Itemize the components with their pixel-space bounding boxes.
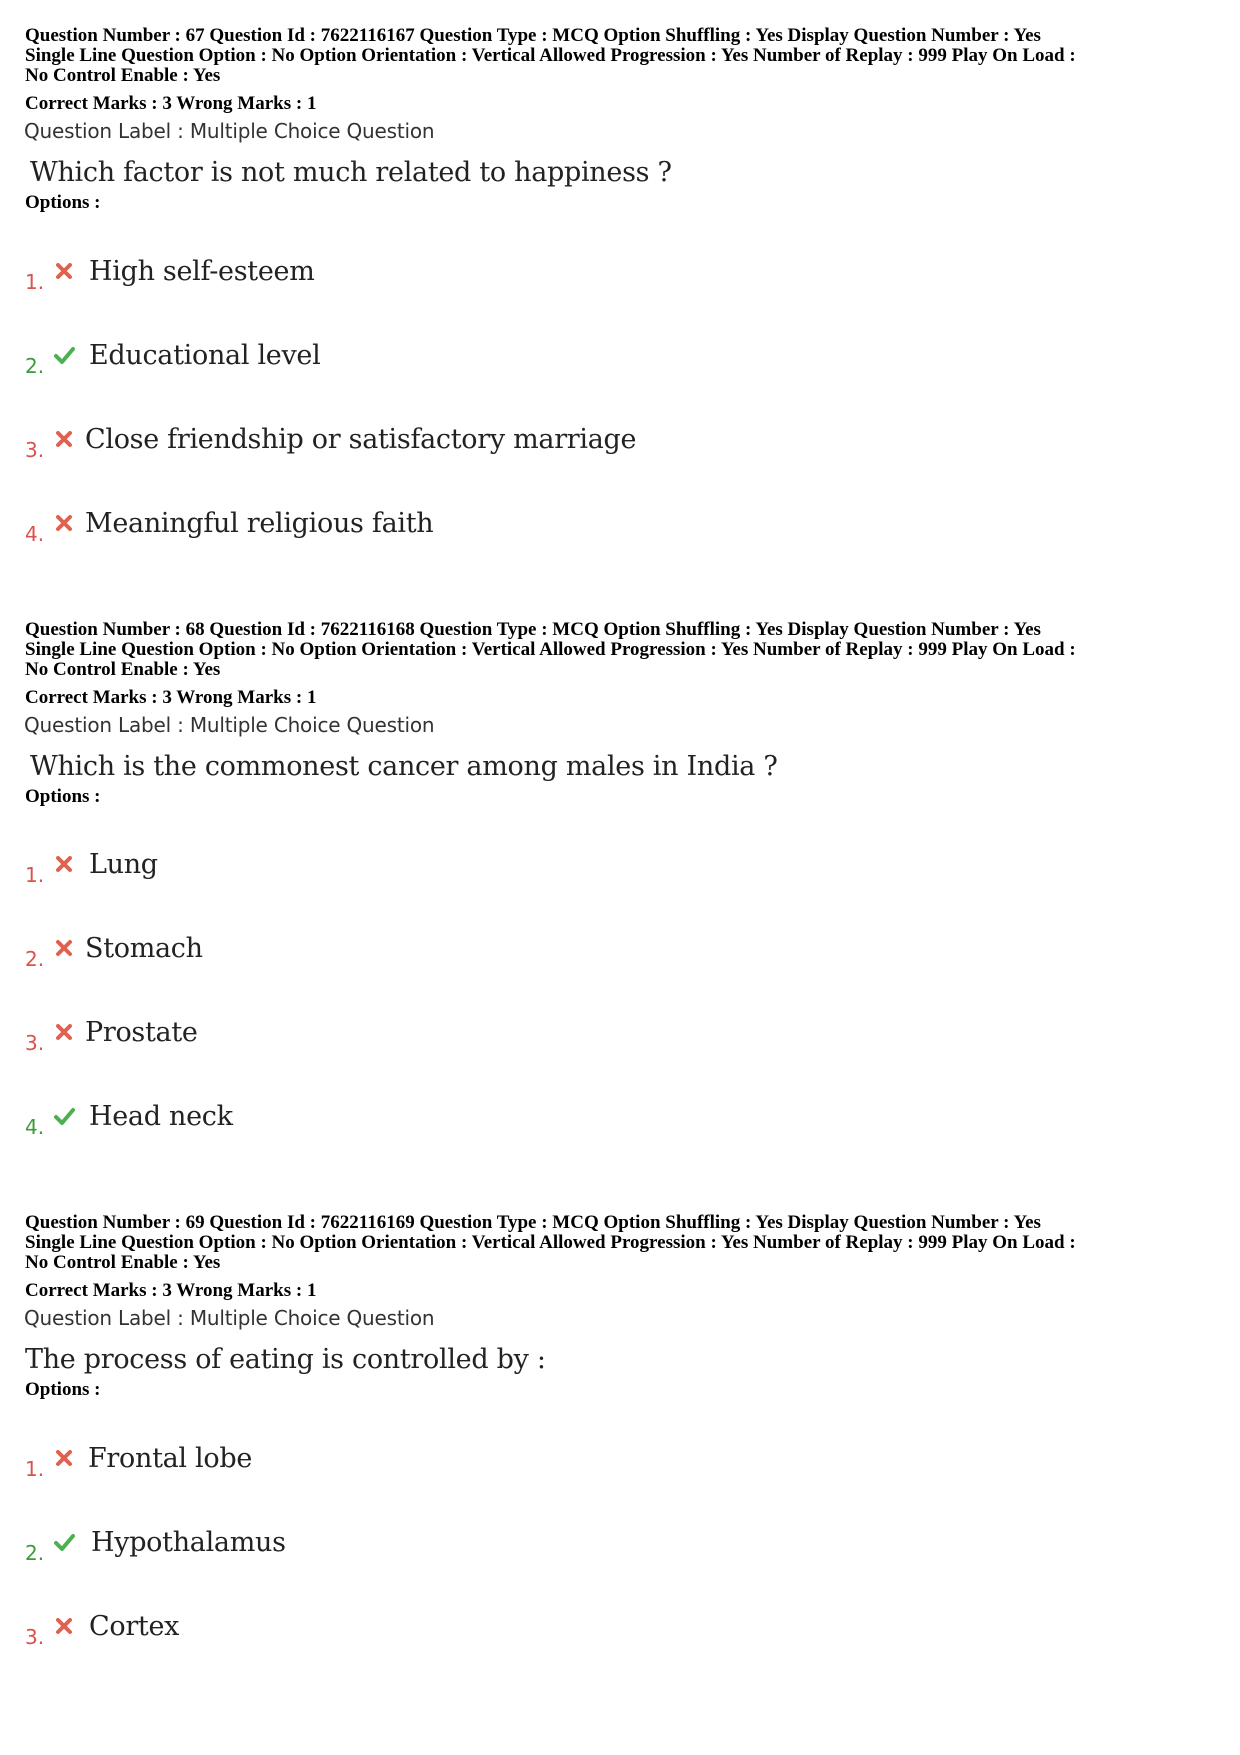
option-number: 4.: [25, 522, 45, 546]
options-heading: Options :: [25, 192, 101, 213]
option-item: [25, 1613, 1025, 1653]
option-text: Head neck: [89, 1101, 233, 1132]
options-heading: Options :: [25, 1379, 101, 1400]
question-meta: [25, 26, 1215, 86]
cross-icon: [53, 853, 75, 875]
meta-line: Single Line Question Option : No Option Orientation : Vertical Allowed Progression : Yes Number of Replay : 999 Play On Load :: [25, 639, 1076, 660]
cross-icon: [53, 937, 75, 959]
checkmark-icon: [53, 1531, 75, 1553]
meta-line: Question Number : 68 Question Id : 7622116168 Question Type : MCQ Option Shuffling : Yes Display Question Number : Yes: [25, 619, 1041, 640]
option-text: Educational level: [89, 340, 321, 371]
option-item: [25, 258, 1025, 298]
option-item: [25, 851, 1025, 891]
question-text: Which is the commonest cancer among males in India ?: [30, 751, 778, 782]
question-block: [25, 1213, 1220, 1400]
checkmark-icon: [53, 344, 75, 366]
marks-line: Correct Marks : 3 Wrong Marks : 1: [25, 93, 317, 114]
meta-line: No Control Enable : Yes: [25, 659, 221, 680]
option-number: 1.: [25, 1457, 45, 1481]
option-number: 4.: [25, 1115, 45, 1139]
meta-line: Single Line Question Option : No Option Orientation : Vertical Allowed Progression : Yes Number of Replay : 999 Play On Load :: [25, 45, 1076, 66]
option-text: Frontal lobe: [88, 1443, 253, 1474]
question-text: The process of eating is controlled by :: [25, 1344, 546, 1375]
option-number: 2.: [25, 1541, 45, 1565]
meta-line: No Control Enable : Yes: [25, 1252, 221, 1273]
question-meta: [25, 1213, 1215, 1273]
question-block: [25, 620, 1220, 807]
option-number: 3.: [25, 438, 45, 462]
question-meta: [25, 620, 1215, 680]
question-block: [25, 26, 1220, 213]
option-item: [25, 1529, 1025, 1569]
option-number: 1.: [25, 863, 45, 887]
meta-line: Single Line Question Option : No Option Orientation : Vertical Allowed Progression : Yes Number of Replay : 999 Play On Load :: [25, 1232, 1076, 1253]
option-text: Cortex: [89, 1611, 180, 1642]
cross-icon: [53, 1021, 75, 1043]
question-label: Question Label : Multiple Choice Question: [24, 119, 435, 143]
marks-line: Correct Marks : 3 Wrong Marks : 1: [25, 687, 317, 708]
option-item: [25, 935, 1025, 975]
option-number: 1.: [25, 270, 45, 294]
cross-icon: [53, 1615, 75, 1637]
meta-line: Question Number : 69 Question Id : 7622116169 Question Type : MCQ Option Shuffling : Yes Display Question Number : Yes: [25, 1212, 1041, 1233]
option-item: [25, 1445, 1025, 1485]
option-item: [25, 1019, 1025, 1059]
cross-icon: [53, 1447, 75, 1469]
option-text: Hypothalamus: [91, 1527, 286, 1558]
cross-icon: [53, 512, 75, 534]
option-number: 3.: [25, 1625, 45, 1649]
option-text: Stomach: [85, 933, 203, 964]
question-text: Which factor is not much related to happiness ?: [30, 157, 672, 188]
question-label: Question Label : Multiple Choice Question: [24, 713, 435, 737]
option-text: Prostate: [85, 1017, 198, 1048]
cross-icon: [53, 428, 75, 450]
cross-icon: [53, 260, 75, 282]
option-number: 2.: [25, 354, 45, 378]
option-text: High self-esteem: [89, 256, 315, 287]
option-item: [25, 510, 1025, 550]
question-label: Question Label : Multiple Choice Question: [24, 1306, 435, 1330]
marks-line: Correct Marks : 3 Wrong Marks : 1: [25, 1280, 317, 1301]
option-number: 3.: [25, 1031, 45, 1055]
option-item: [25, 1103, 1025, 1143]
option-item: [25, 426, 1025, 466]
option-text: Meaningful religious faith: [85, 508, 434, 539]
option-item: [25, 342, 1025, 382]
meta-line: No Control Enable : Yes: [25, 65, 221, 86]
options-heading: Options :: [25, 786, 101, 807]
meta-line: Question Number : 67 Question Id : 7622116167 Question Type : MCQ Option Shuffling : Yes Display Question Number : Yes: [25, 25, 1041, 46]
option-number: 2.: [25, 947, 45, 971]
checkmark-icon: [53, 1105, 75, 1127]
option-text: Close friendship or satisfactory marriage: [85, 424, 637, 455]
option-text: Lung: [89, 849, 158, 880]
